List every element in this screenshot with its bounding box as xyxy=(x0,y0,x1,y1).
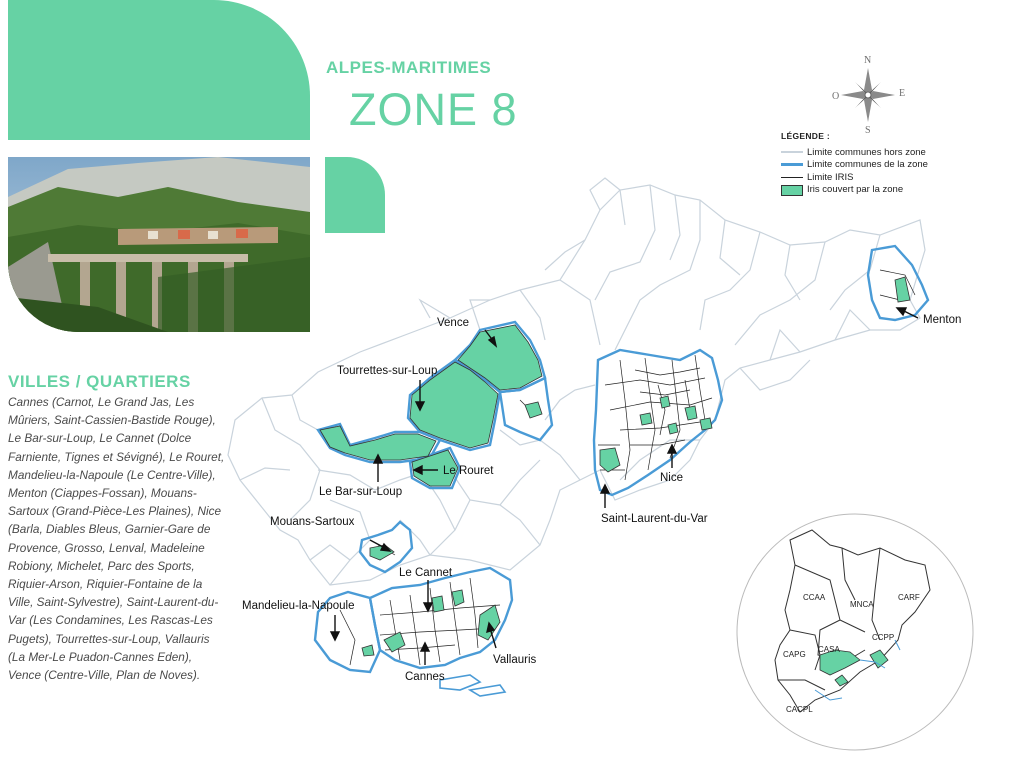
compass-n: N xyxy=(864,55,872,66)
label-cannes: Cannes xyxy=(405,671,445,683)
legend-label: Iris couvert par la zone xyxy=(807,184,904,196)
inset-label-ccaa: CCAA xyxy=(803,593,826,602)
section-text: Cannes (Carnot, Le Grand Jas, Les Mûriers, Saint-Cassien-Bastide Rouge), Le Bar-sur-Loup, Le Cannet (Dolce Farniente, Tignes et Sévigné), Le Rouret, Mandelieu-la-Napoule (Le Centre-Ville), Menton (Ciappes-Fossan), Mouans-Sartoux (Grand-Pièce-Les Plaines), Nice (Barla, Diables Bleus, Garnier-Gare de Provence, Grosso, Lenval, Madeleine Robiony, Michelet, Parc des Sports, Riquier-Arson, Riquier-Fontaine de la Ville, Saint-Sylvestre), Saint-Laurent-du-Var (Les Condamines, Les Rascas-Les Pugets), Tourrettes-sur-Loup, Vallauris (La Mer-Le Puadon-Cannes Eden), Vence (Centre-Ville, Plan de Noves). xyxy=(8,395,225,683)
label-tourrettes: Tourrettes-sur-Loup xyxy=(337,365,438,377)
label-vence: Vence xyxy=(437,317,469,329)
compass-s: S xyxy=(865,125,871,136)
islands xyxy=(440,675,505,696)
label-mandelieu: Mandelieu-la-Napoule xyxy=(242,600,355,612)
inset-label-carf: CARF xyxy=(898,593,920,602)
label-mouans: Mouans-Sartoux xyxy=(270,516,355,528)
compass-o: O xyxy=(832,91,840,102)
legend-title: LÉGENDE : xyxy=(781,131,830,141)
label-nice: Nice xyxy=(660,472,684,484)
zone-title: ZONE 8 xyxy=(349,84,518,135)
compass-icon xyxy=(832,55,905,136)
inset-label-mnca: MNCA xyxy=(850,600,874,609)
inset-label-casa: CASA xyxy=(818,645,840,654)
legend-label: Limite communes de la zone xyxy=(807,159,928,171)
section-title: VILLES / QUARTIERS xyxy=(8,372,191,391)
compass-e: E xyxy=(899,88,906,99)
label-le-bar: Le Bar-sur-Loup xyxy=(319,486,403,498)
label-le-cannet: Le Cannet xyxy=(399,567,453,579)
inset-label-capg: CAPG xyxy=(783,650,806,659)
legend-label: Limite communes hors zone xyxy=(807,146,926,158)
inset-label-cacpl: CACPL xyxy=(786,705,813,714)
label-saint-laurent: Saint-Laurent-du-Var xyxy=(601,513,708,525)
inset-map xyxy=(737,514,973,750)
inset-label-ccpp: CCPP xyxy=(872,633,895,642)
legend-label: Limite IRIS xyxy=(807,171,854,183)
label-menton: Menton xyxy=(923,314,962,326)
label-vallauris: Vallauris xyxy=(493,654,537,666)
label-le-rouret: Le Rouret xyxy=(443,465,494,477)
region-label: ALPES-MARITIMES xyxy=(326,58,492,77)
